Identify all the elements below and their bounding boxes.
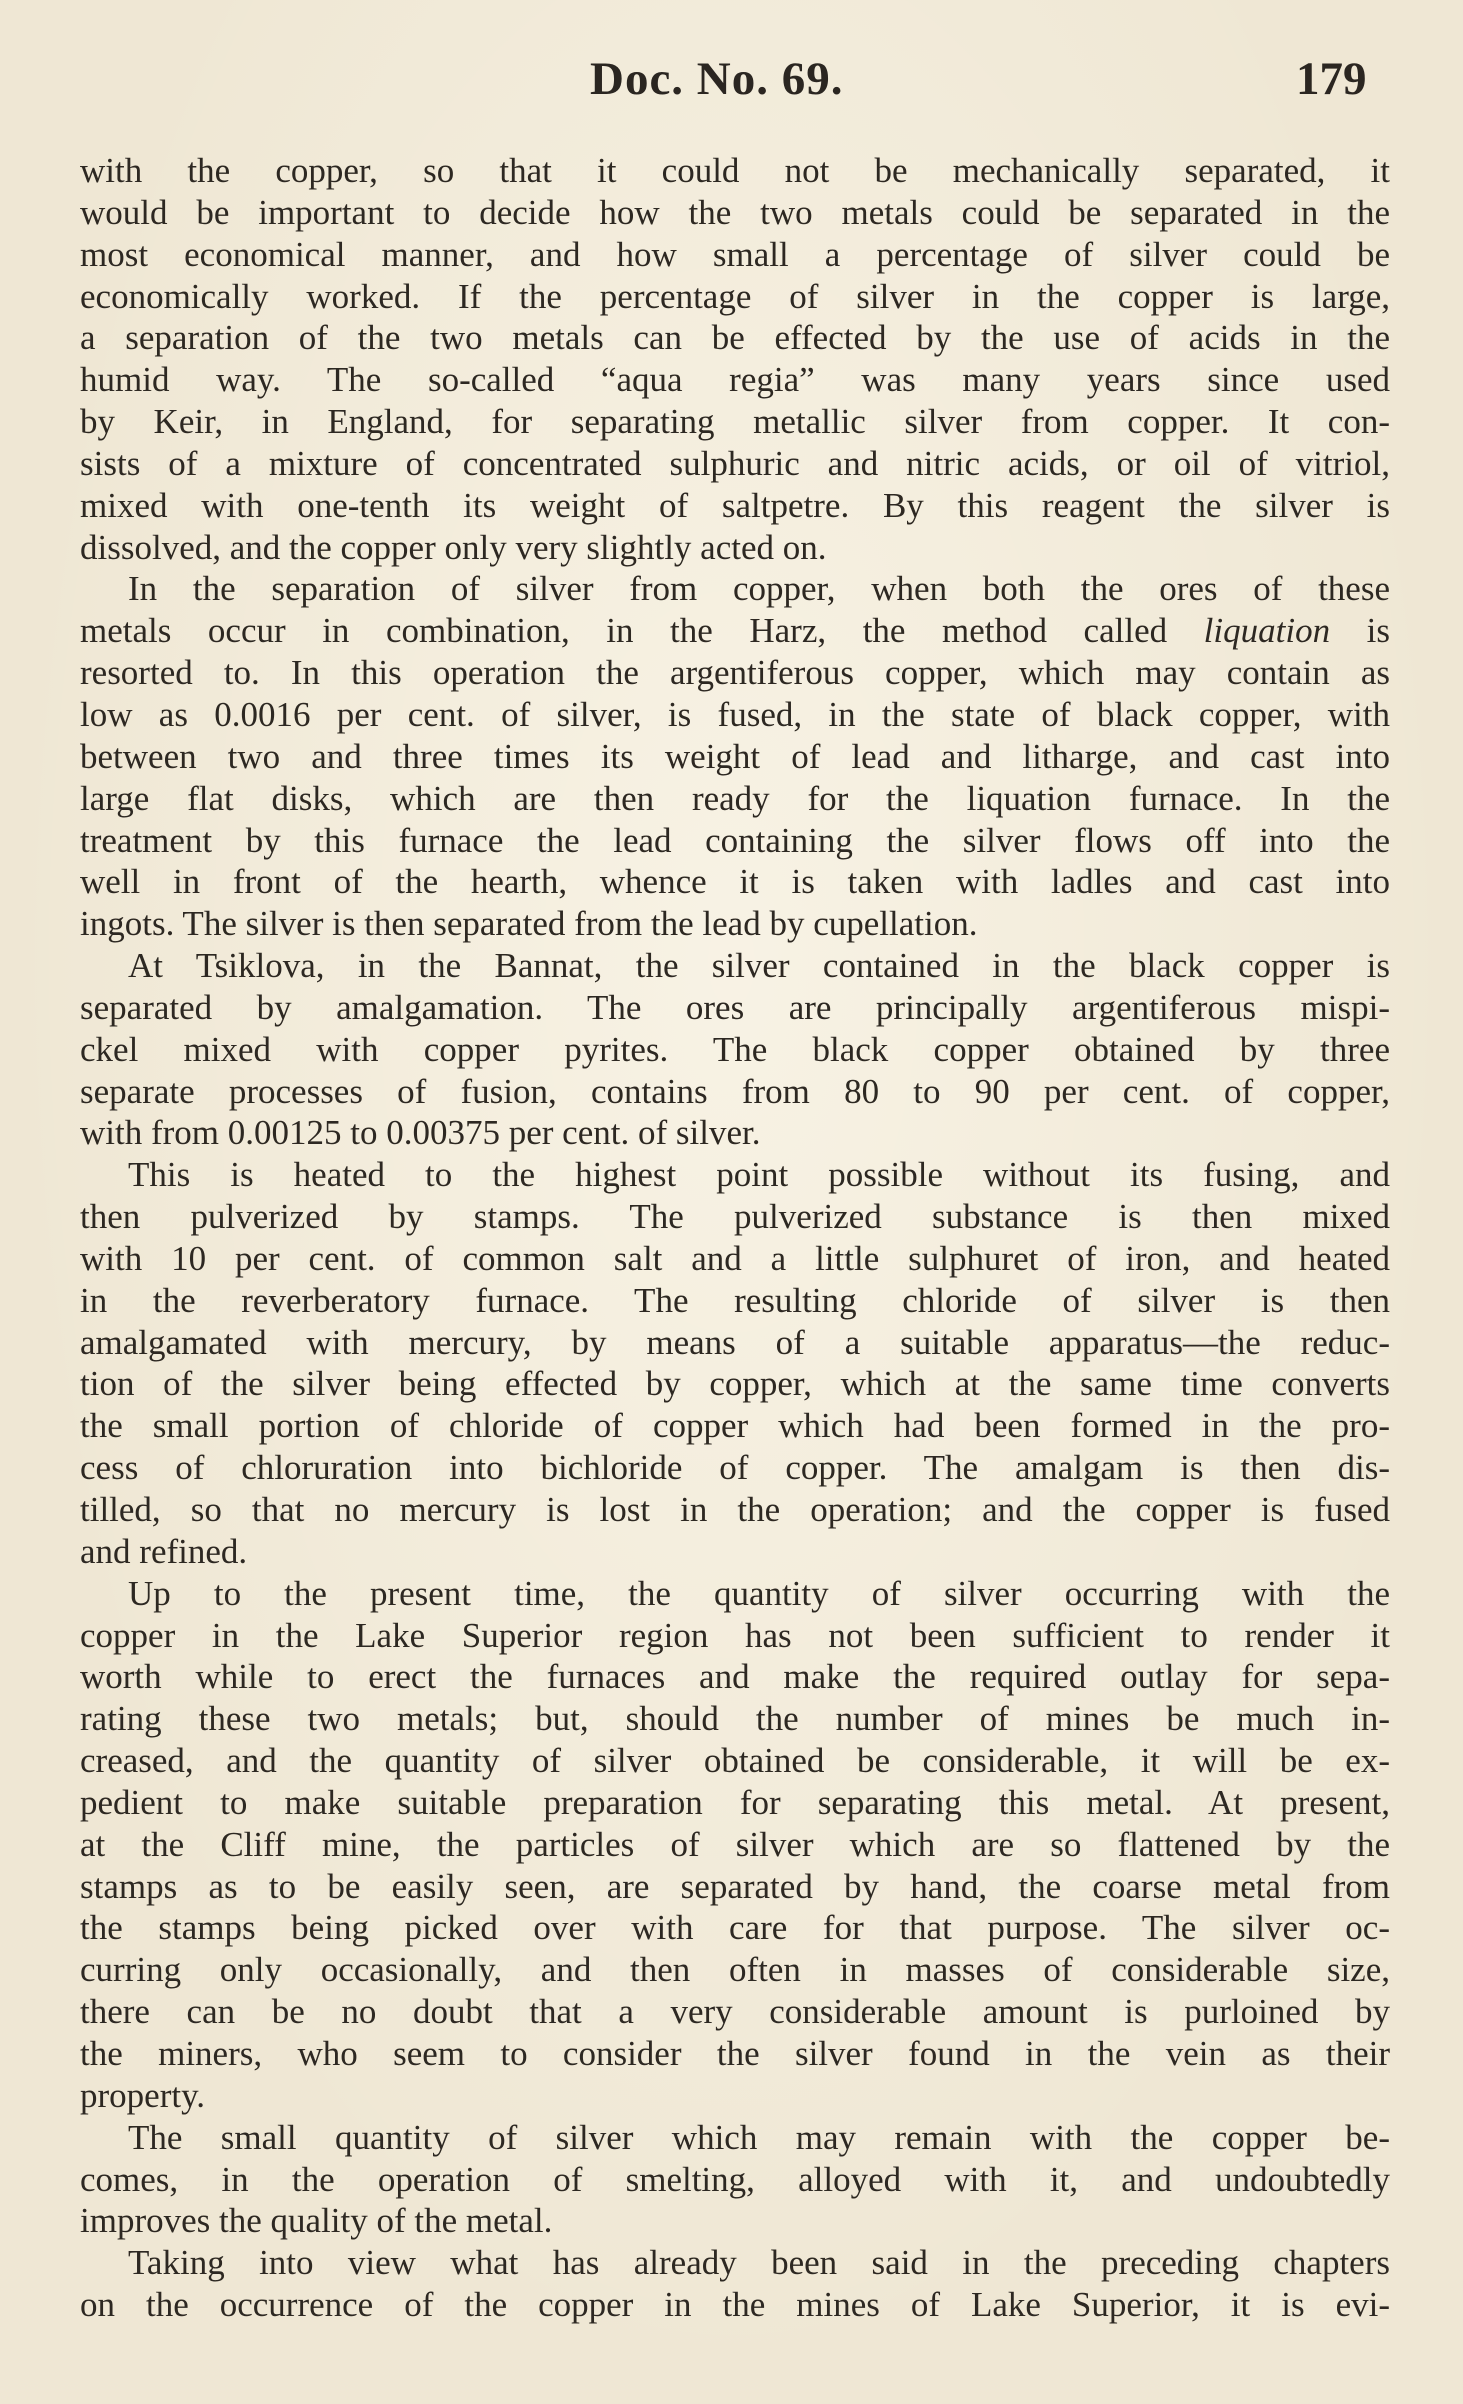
text-line: the stamps being picked over with care for that purpose. The silver oc- [80, 1908, 1390, 1948]
text-line: and refined. [80, 1531, 248, 1571]
text-line: The small quantity of silver which may remain with the copper be- [128, 2117, 1390, 2157]
text-line: comes, in the operation of smelting, alloyed with it, and undoubtedly [80, 2159, 1390, 2199]
text-line: sists of a mixture of concentrated sulphuric and nitric acids, or oil of vitriol, [80, 443, 1390, 483]
page-header [0, 52, 1463, 112]
text-line: by Keir, in England, for separating metallic silver from copper. It con- [80, 402, 1390, 442]
text-line: Taking into view what has already been said in the preceding chapters [128, 2243, 1390, 2283]
text-line: curring only occasionally, and then often in masses of considerable size, [80, 1950, 1390, 1990]
text-line: Up to the present time, the quantity of silver occurring with the [128, 1573, 1390, 1613]
page-number: 179 [1296, 53, 1367, 105]
text-line: treatment by this furnace the lead containing the silver flows off into the [80, 820, 1390, 860]
text-line: In the separation of silver from copper, when both the ores of these [128, 569, 1390, 609]
text-line: creased, and the quantity of silver obtained be considerable, it will be ex- [80, 1741, 1390, 1781]
text-line: separated by amalgamation. The ores are principally argentiferous mispi- [80, 987, 1390, 1027]
document-title: Doc. No. 69. [590, 53, 844, 105]
text-line: with 10 per cent. of common salt and a little sulphuret of iron, and heated [80, 1238, 1390, 1278]
text-line: stamps as to be easily seen, are separated by hand, the coarse metal from [80, 1866, 1390, 1906]
text-line: the miners, who seem to consider the silver found in the vein as their [80, 2033, 1390, 2073]
text-line: rating these two metals; but, should the number of mines be much in- [80, 1699, 1390, 1739]
text-line: cess of chloruration into bichloride of copper. The amalgam is then dis- [80, 1448, 1390, 1488]
text-line: large flat disks, which are then ready for the liquation furnace. In the [80, 778, 1390, 818]
text-line: ingots. The silver is then separated from the lead by cupellation. [80, 904, 978, 944]
text-line: ckel mixed with copper pyrites. The black copper obtained by three [80, 1029, 1390, 1069]
text-line: copper in the Lake Superior region has not been sufficient to render it [80, 1615, 1390, 1655]
text-line: between two and three times its weight of lead and litharge, and cast into [80, 736, 1390, 776]
text-line: most economical manner, and how small a percentage of silver could be [80, 234, 1390, 274]
text-line: amalgamated with mercury, by means of a suitable apparatus—the reduc- [80, 1322, 1390, 1362]
text-line: At Tsiklova, in the Bannat, the silver contained in the black copper is [128, 946, 1390, 986]
text-line: a separation of the two metals can be effected by the use of acids in the [80, 318, 1390, 358]
text-line: with the copper, so that it could not be mechanically separated, it [80, 151, 1390, 190]
text-line: would be important to decide how the two metals could be separated in the [80, 192, 1390, 232]
text-line: property. [80, 2075, 206, 2115]
text-line: at the Cliff mine, the particles of silver which are so flattened by the [80, 1824, 1390, 1864]
text-line: then pulverized by stamps. The pulverized substance is then mixed [80, 1197, 1390, 1237]
text-line: resorted to. In this operation the argentiferous copper, which may contain as [80, 653, 1390, 693]
text-line: This is heated to the highest point possible without its fusing, and [128, 1155, 1390, 1195]
text-line: tilled, so that no mercury is lost in the operation; and the copper is fused [80, 1490, 1390, 1529]
text-line: well in front of the hearth, whence it is taken with ladles and cast into [80, 862, 1390, 902]
text-line: metals occur in combination, in the Harz, the method called liquation is [80, 611, 1390, 651]
text-line: dissolved, and the copper only very slightly acted on. [80, 527, 827, 567]
text-line: worth while to erect the furnaces and make the required outlay for sepa- [80, 1657, 1390, 1697]
body-text [80, 150, 1390, 2326]
emphasis-term: liquation [1203, 611, 1331, 651]
text-line: improves the quality of the metal. [80, 2201, 553, 2241]
text-line: with from 0.00125 to 0.00375 per cent. of silver. [80, 1113, 761, 1153]
text-line: economically worked. If the percentage of silver in the copper is large, [80, 276, 1390, 316]
text-line: pedient to make suitable preparation for separating this metal. At present, [80, 1782, 1390, 1822]
text-line: mixed with one-tenth its weight of saltpetre. By this reagent the silver is [80, 485, 1390, 525]
text-line: there can be no doubt that a very considerable amount is purloined by [80, 1992, 1390, 2032]
text-line: low as 0.0016 per cent. of silver, is fused, in the state of black copper, with [80, 694, 1390, 734]
text-line: tion of the silver being effected by copper, which at the same time converts [80, 1364, 1390, 1404]
text-line: on the occurrence of the copper in the mines of Lake Superior, it is evi- [80, 2285, 1390, 2325]
text-line: the small portion of chloride of copper which had been formed in the pro- [80, 1406, 1390, 1446]
text-line: humid way. The so-called “aqua regia” was many years since used [80, 360, 1390, 400]
text-line: in the reverberatory furnace. The resulting chloride of silver is then [80, 1280, 1390, 1320]
text-line: separate processes of fusion, contains from 80 to 90 per cent. of copper, [80, 1071, 1390, 1111]
